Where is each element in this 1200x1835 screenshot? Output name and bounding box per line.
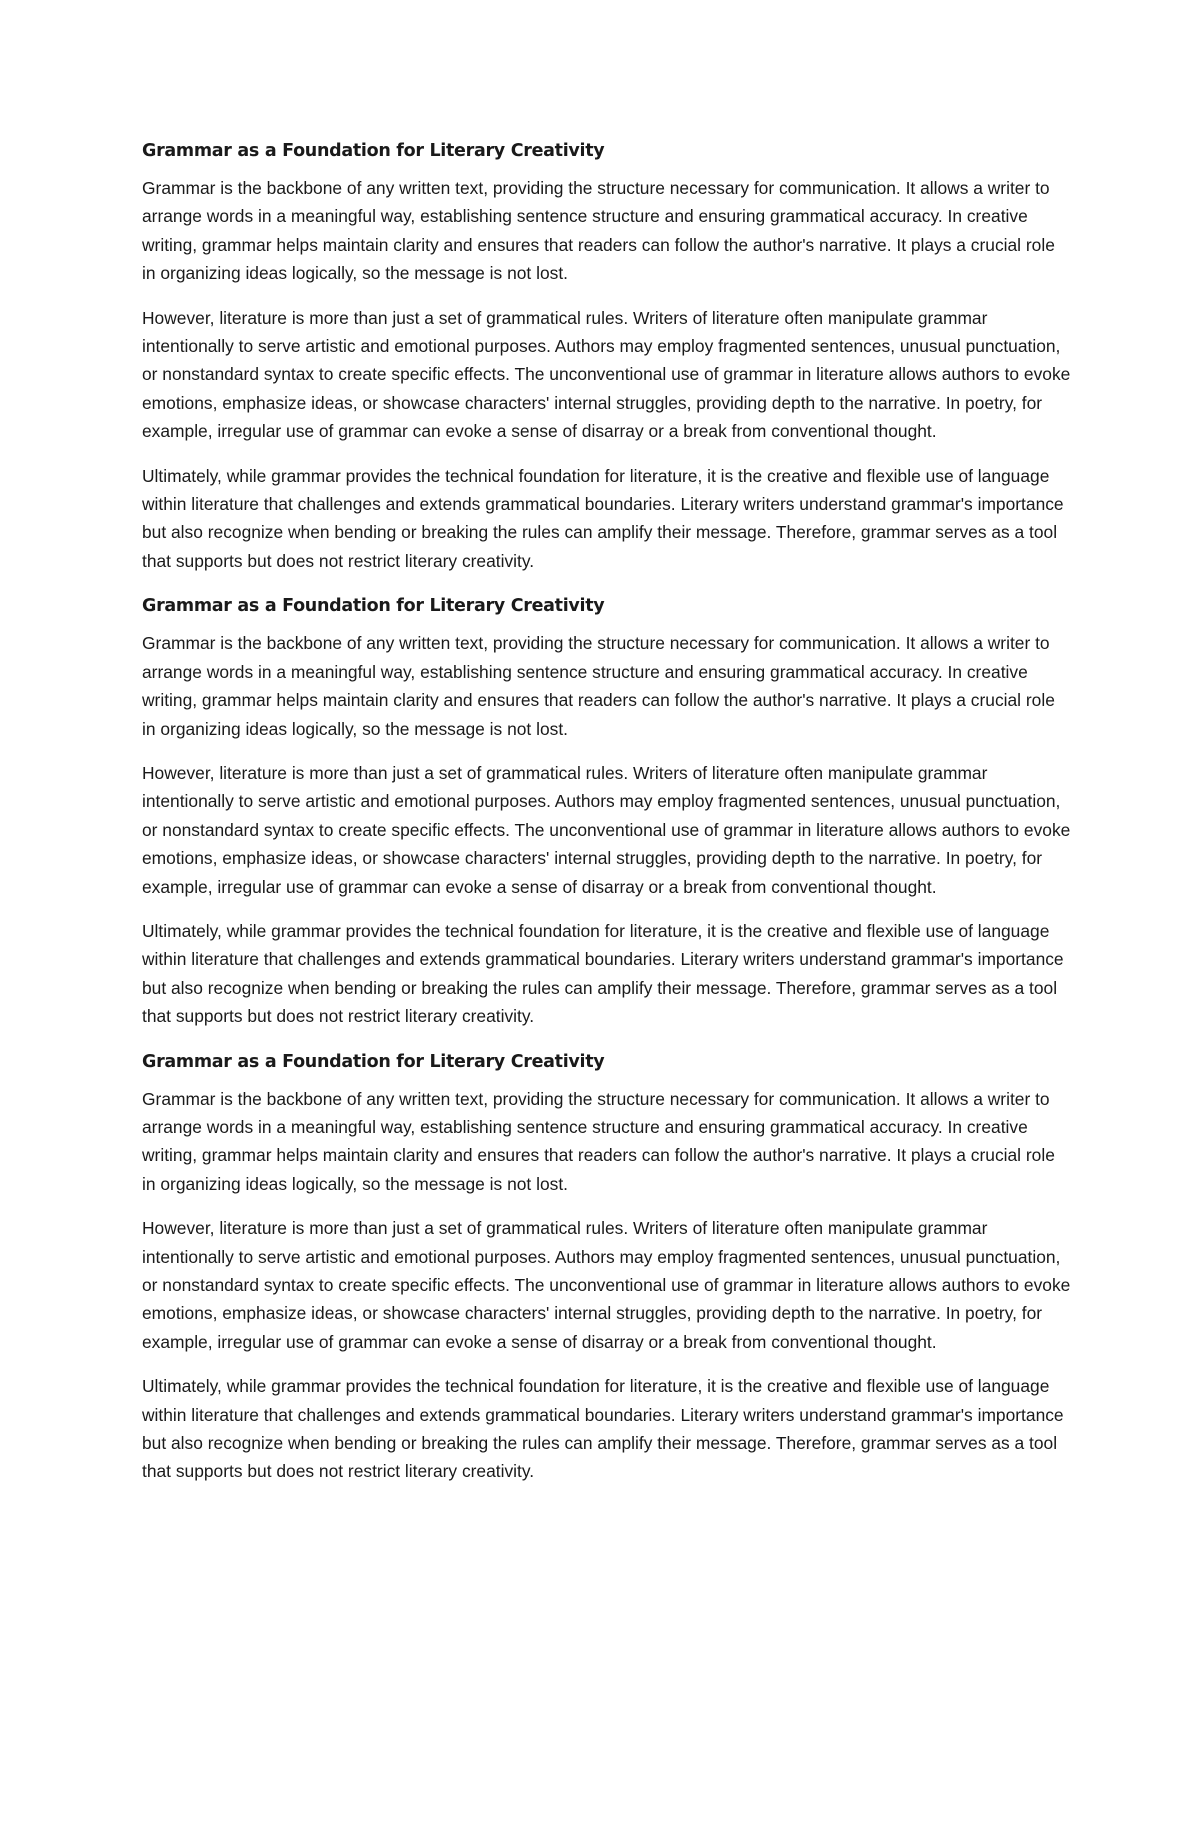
section-title: Grammar as a Foundation for Literary Creativity bbox=[142, 596, 605, 617]
document-page bbox=[142, 139, 1072, 1505]
paragraph: However, literature is more than just a set of grammatical rules. Writers of literature often manipulate grammar intentionally to serve artistic and emotional purposes. Authors may employ fragmented sentences, unusual punctuation, or nonstandard syntax to create specific effects. The unconventional use of grammar in literature allows authors to evoke emotions, emphasize ideas, or showcase characters' internal struggles, providing depth to the narrative. In poetry, for example, irregular use of grammar can evoke a sense of disarray or a break from conventional thought. bbox=[142, 1218, 1071, 1352]
paragraph: However, literature is more than just a set of grammatical rules. Writers of literature often manipulate grammar intentionally to serve artistic and emotional purposes. Authors may employ fragmented sentences, unusual punctuation, or nonstandard syntax to create specific effects. The unconventional use of grammar in literature allows authors to evoke emotions, emphasize ideas, or showcase characters' internal struggles, providing depth to the narrative. In poetry, for example, irregular use of grammar can evoke a sense of disarray or a break from conventional thought. bbox=[142, 762, 1071, 897]
paragraph: Ultimately, while grammar provides the technical foundation for literature, it is the creative and flexible use of language within literature that challenges and extends grammatical boundaries. Literary writers understand grammar's importance but also recognize when bending or breaking the rules can amplify their message. Therefore, grammar serves as a tool that supports but does not restrict literary creativity. bbox=[142, 920, 1064, 1027]
section-title: Grammar as a Foundation for Literary Creativity bbox=[142, 1051, 605, 1072]
document-section bbox=[142, 139, 1072, 575]
section-title: Grammar as a Foundation for Literary Creativity bbox=[142, 141, 605, 161]
paragraph: However, literature is more than just a set of grammatical rules. Writers of literature often manipulate grammar intentionally to serve artistic and emotional purposes. Authors may employ fragmented sentences, unusual punctuation, or nonstandard syntax to create specific effects. The unconventional use of grammar in literature allows authors to evoke emotions, emphasize ideas, or showcase characters' internal struggles, providing depth to the narrative. In poetry, for example, irregular use of grammar can evoke a sense of disarray or a break from conventional thought. bbox=[142, 307, 1071, 442]
document-section bbox=[142, 1050, 1072, 1486]
paragraph: Grammar is the backbone of any written text, providing the structure necessary for communication. It allows a writer to arrange words in a meaningful way, establishing sentence structure and ensuring grammatical accuracy. In creative writing, grammar helps maintain clarity and ensures that readers can follow the author's narrative. It plays a crucial role in organizing ideas logically, so the message is not lost. bbox=[142, 178, 1055, 284]
document-section bbox=[142, 594, 1072, 1030]
paragraph: Ultimately, while grammar provides the technical foundation for literature, it is the creative and flexible use of language within literature that challenges and extends grammatical boundaries. Literary writers understand grammar's importance but also recognize when bending or breaking the rules can amplify their message. Therefore, grammar serves as a tool that supports but does not restrict literary creativity. bbox=[142, 1376, 1064, 1482]
paragraph: Ultimately, while grammar provides the technical foundation for literature, it is the creative and flexible use of language within literature that challenges and extends grammatical boundaries. Literary writers understand grammar's importance but also recognize when bending or breaking the rules can amplify their message. Therefore, grammar serves as a tool that supports but does not restrict literary creativity. bbox=[142, 465, 1064, 571]
paragraph: Grammar is the backbone of any written text, providing the structure necessary for communication. It allows a writer to arrange words in a meaningful way, establishing sentence structure and ensuring grammatical accuracy. In creative writing, grammar helps maintain clarity and ensures that readers can follow the author's narrative. It plays a crucial role in organizing ideas logically, so the message is not lost. bbox=[142, 1088, 1055, 1194]
paragraph: Grammar is the backbone of any written text, providing the structure necessary for communication. It allows a writer to arrange words in a meaningful way, establishing sentence structure and ensuring grammatical accuracy. In creative writing, grammar helps maintain clarity and ensures that readers can follow the author's narrative. It plays a crucial role in organizing ideas logically, so the message is not lost. bbox=[142, 633, 1055, 739]
